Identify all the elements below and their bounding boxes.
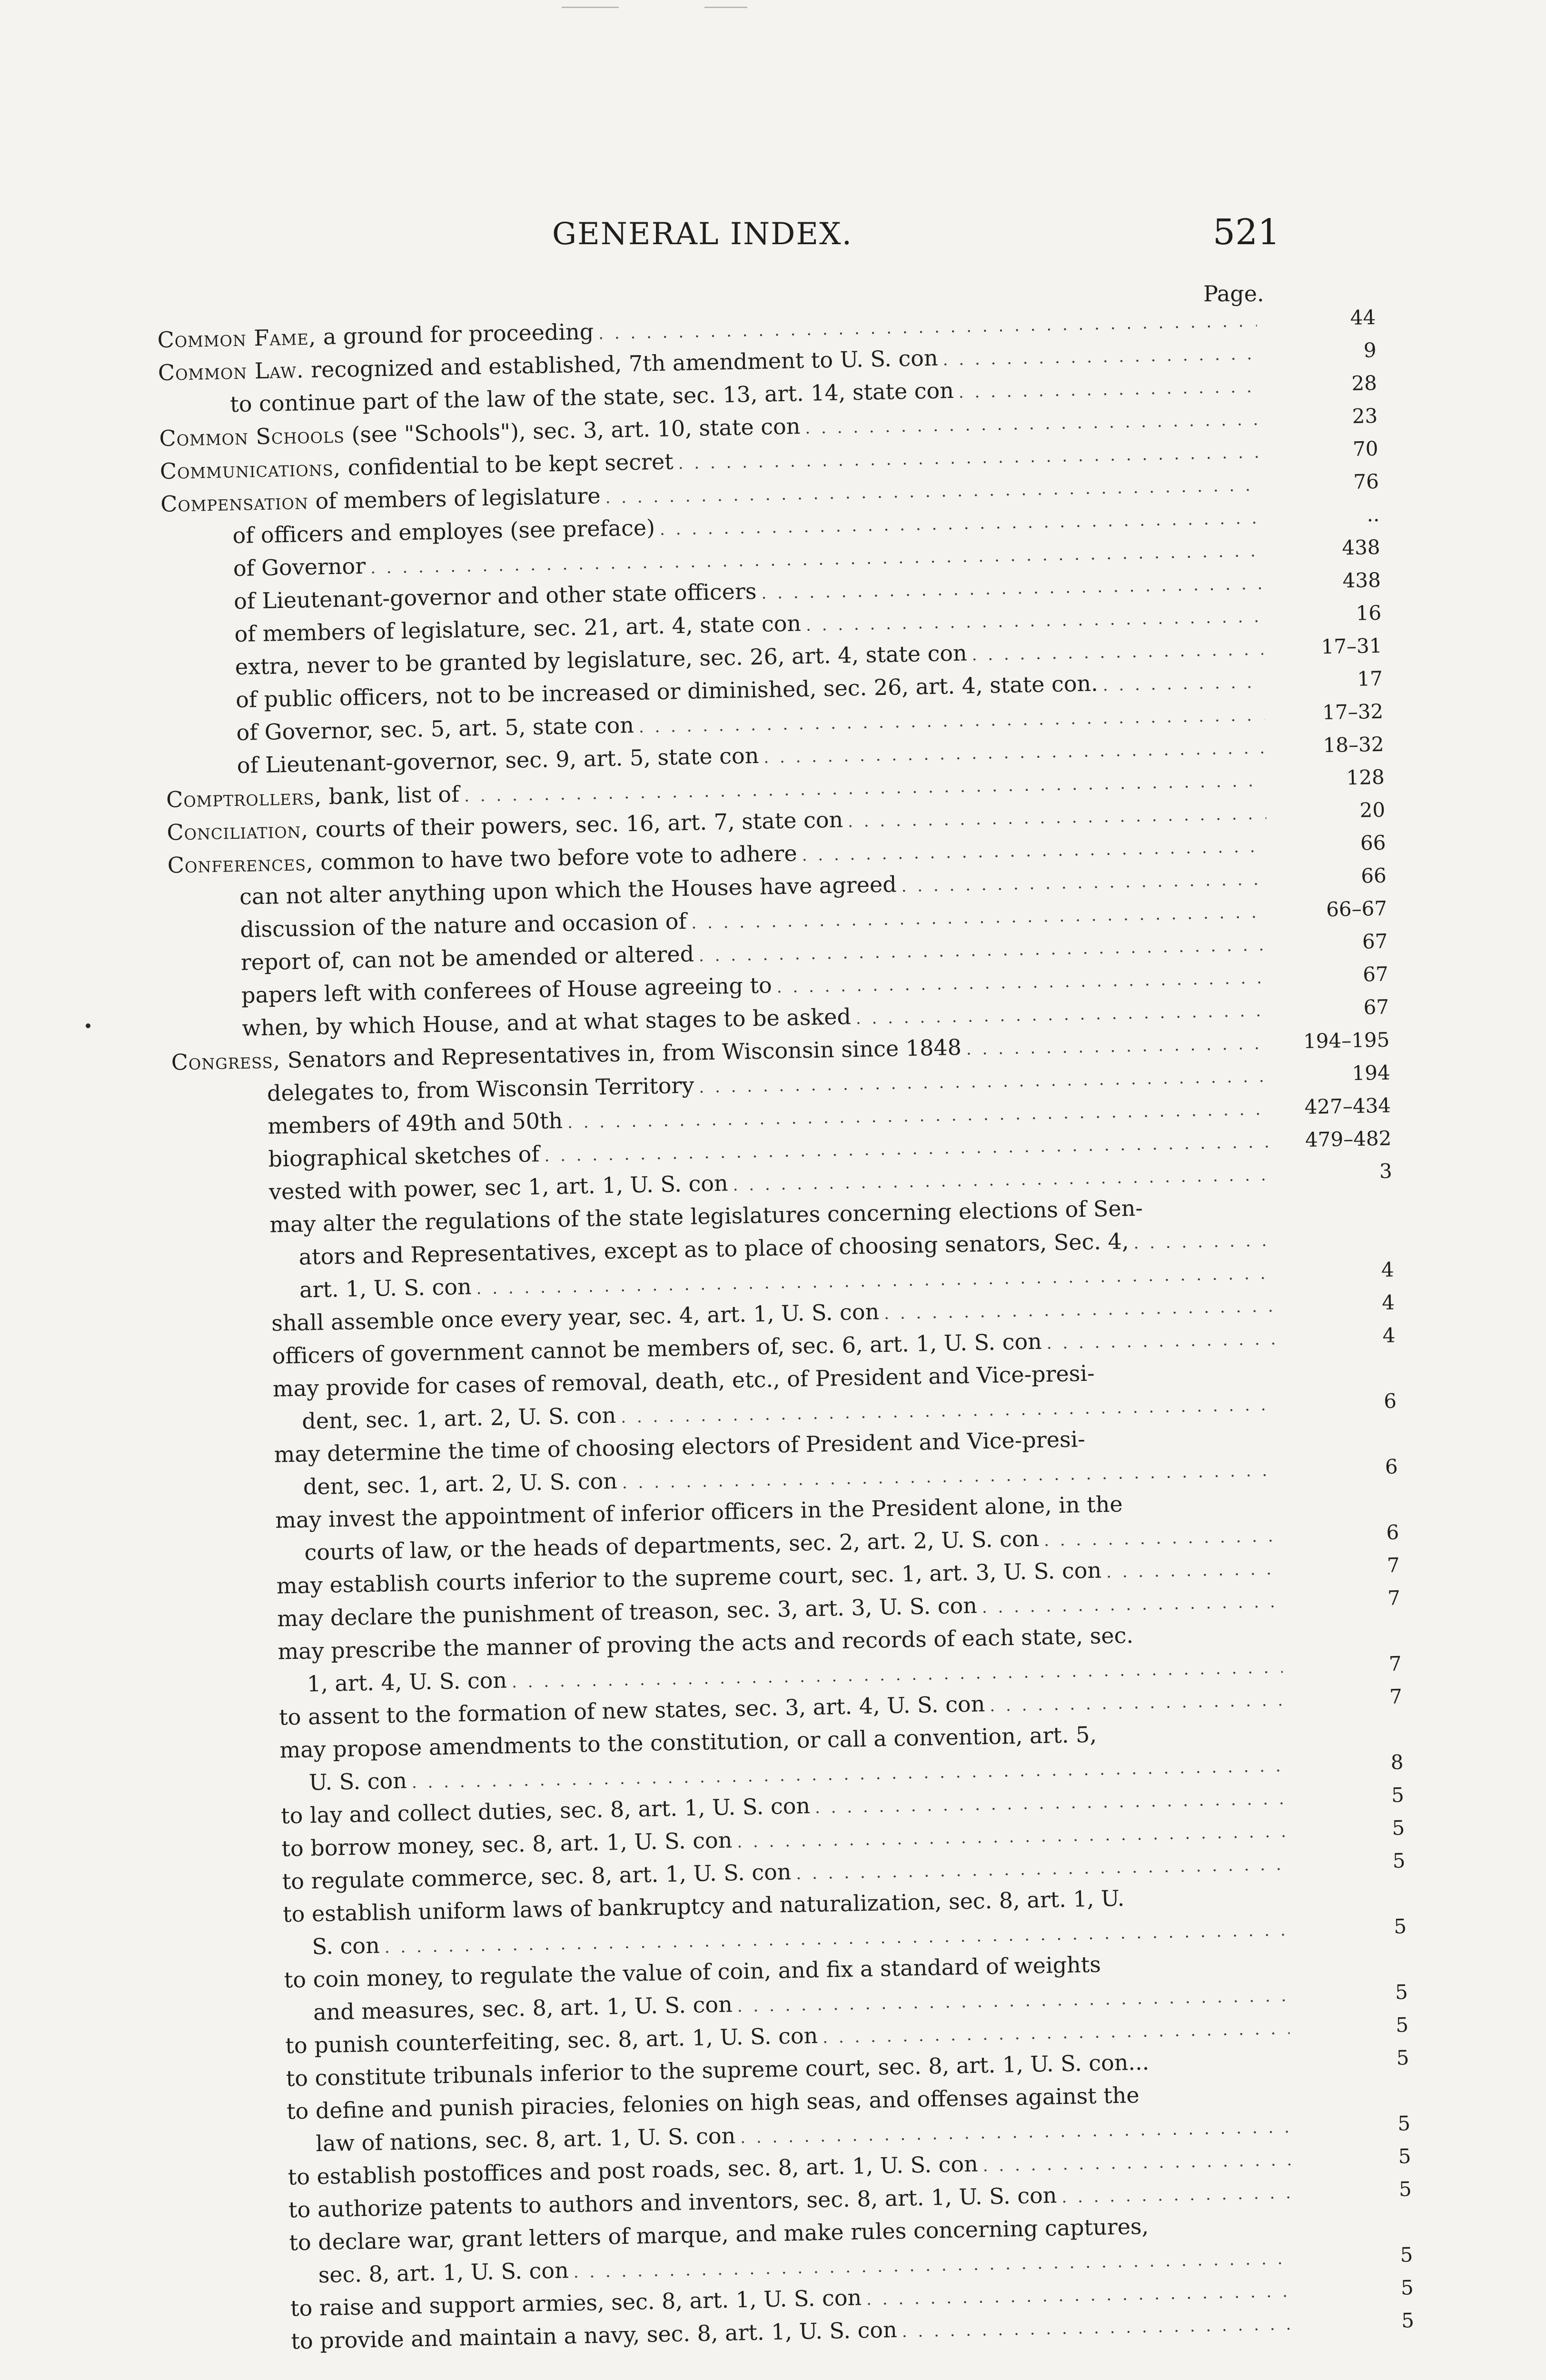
entry-heading: Compensation	[160, 488, 309, 517]
entry-page-ref: 16	[1356, 601, 1382, 625]
entry-page-ref: 438	[1341, 535, 1380, 560]
entry-text	[268, 1138, 540, 1176]
entry-description: vested with power, sec 1, art. 1, U. S. con	[268, 1170, 729, 1205]
entry-description: extra, never to be granted by legislature, sec. 26, art. 4, state con	[235, 640, 968, 680]
entry-description: of Lieutenant-governor and other state officers	[233, 578, 757, 615]
entry-description: to declare war, grant letters of marque, and make rules concerning captures,	[288, 2213, 1149, 2256]
entry-page-ref: 427–434	[1304, 1093, 1391, 1119]
entry-description: to assent to the formation of new states, sec. 3, art. 4, U. S. con	[278, 1691, 985, 1730]
entry-continuation: ators and Representatives, except as to place of choosing senators, Sec. 4,	[298, 1228, 1129, 1270]
entry-page-ref: 23	[1352, 404, 1378, 428]
page-number: 521	[1213, 212, 1280, 253]
entry-description: of members of legislature	[308, 483, 601, 514]
entry-page-ref: 7	[1388, 1652, 1402, 1676]
entry-text	[268, 1104, 563, 1143]
entry-page-ref: 20	[1359, 798, 1386, 822]
entry-continuation: dent, sec. 1, art. 2, U. S. con	[301, 1402, 616, 1434]
entry-description: members of 49th and 50th	[267, 1107, 563, 1139]
entry-page-ref: 6	[1386, 1520, 1399, 1544]
entry-description: bank, list of	[321, 781, 460, 810]
entry-description: to provide and maintain a navy, sec. 8, art. 1, U. S. con	[290, 2316, 898, 2354]
entry-description: to borrow money, sec. 8, art. 1, U. S. con	[281, 1827, 733, 1862]
entry-description: report of, can not be amended or altered	[240, 941, 694, 975]
entry-description: of Governor	[233, 553, 366, 582]
entry-page-ref: 28	[1351, 371, 1378, 395]
entry-heading: Congress,	[171, 1047, 281, 1075]
entry-description: Senators and Representatives in, from Wisconsin since 1848	[280, 1034, 962, 1073]
entry-text	[308, 1764, 407, 1799]
entry-page-ref: 9	[1363, 338, 1377, 362]
entry-page-ref: 5	[1391, 1816, 1405, 1840]
entry-description: can not alter anything upon which the Houses have agreed	[239, 871, 897, 910]
entry-description: to coin money, to regulate the value of coin, and fix a standard of weights	[284, 1951, 1101, 1993]
entry-description: to punish counterfeiting, sec. 8, art. 1, U. S. con	[285, 2023, 818, 2059]
entry-description: (see "Schools"), sec. 3, art. 10, state con	[344, 413, 801, 448]
entry-description: delegates to, from Wisconsin Territory	[267, 1072, 694, 1106]
entry-description: a ground for proceeding	[316, 318, 594, 350]
entry-description: may invest the appointment of inferior officers in the President alone, in the	[275, 1491, 1123, 1533]
entry-page-ref: 438	[1342, 568, 1381, 593]
entry-text	[318, 2254, 569, 2291]
entry-page-ref: ..	[1366, 502, 1380, 526]
entry-page-ref: 7	[1387, 1553, 1400, 1577]
entry-text	[307, 1664, 507, 1700]
entry-description: to regulate commerce, sec. 8, art. 1, U. S. con	[282, 1859, 792, 1894]
entry-text	[299, 1270, 472, 1307]
entry-page-ref: 194	[1352, 1061, 1391, 1085]
entry-page-ref: 5	[1395, 2013, 1409, 2037]
entry-page-ref: 5	[1398, 2177, 1412, 2201]
entry-page-ref: 5	[1398, 2144, 1411, 2168]
entry-description: of Lieutenant-governor, sec. 9, art. 5, state con	[237, 742, 759, 778]
entry-page-ref: 5	[1392, 1849, 1406, 1873]
entry-description: may provide for cases of removal, death, etc., of President and Vice-presi-	[272, 1360, 1095, 1402]
entry-continuation: and measures, sec. 8, art. 1, U. S. con	[313, 1991, 733, 2025]
entry-page-ref: 128	[1346, 765, 1385, 790]
entry-description: biographical sketches of	[268, 1140, 540, 1172]
entry-continuation: 1, art. 4, U. S. con	[307, 1667, 507, 1697]
entry-page-ref: 8	[1390, 1750, 1404, 1774]
entry-description: to raise and support armies, sec. 8, art. 1, U. S. con	[290, 2284, 862, 2321]
entry-page-ref: 194–195	[1303, 1028, 1390, 1053]
entry-description: may alter the regulations of the state legislatures concerning elections of Sen-	[269, 1195, 1143, 1238]
running-title: GENERAL INDEX.	[552, 217, 853, 252]
entry-description: to establish uniform laws of bankruptcy and naturalization, sec. 8, art. 1, U.	[282, 1885, 1125, 1927]
scan-artifact-line	[562, 7, 619, 8]
entry-description: art. 1, U. S. con	[299, 1273, 472, 1303]
entry-page-ref: 5	[1397, 2112, 1411, 2135]
entry-description: to continue part of the law of the state, sec. 13, art. 14, state con	[229, 377, 954, 417]
entry-description: may establish courts inferior to the supreme court, sec. 1, art. 3, U. S. con	[276, 1557, 1102, 1599]
entry-page-ref: 4	[1382, 1323, 1396, 1347]
dot-leader	[902, 2308, 1296, 2349]
entry-page-ref: 5	[1400, 2243, 1413, 2267]
entry-description: discussion of the nature and occasion of	[239, 908, 687, 942]
entry-description: to authorize patents to authors and inventors, sec. 8, art. 1, U. S. con	[288, 2182, 1057, 2223]
entry-page-ref: 6	[1385, 1455, 1398, 1478]
entry-description: recognized and established, 7th amendment to U. S. con	[304, 345, 939, 383]
entry-page-ref: 70	[1352, 436, 1378, 461]
entry-description: to lay and collect duties, sec. 8, art. 1, U. S. con	[280, 1793, 811, 1829]
entry-description: may declare the punishment of treason, sec. 3, art. 3, U. S. con	[277, 1592, 978, 1632]
entry-continuation: law of nations, sec. 8, art. 1, U. S. con	[315, 2122, 736, 2157]
entry-text	[233, 550, 366, 585]
entry-text	[166, 778, 460, 816]
entry-description: to define and punish piracies, felonies on high seas, and offenses against the	[286, 2082, 1140, 2124]
entry-page-ref: 17–31	[1321, 634, 1382, 659]
entry-page-ref: 76	[1353, 469, 1379, 494]
entry-page-ref: 18–32	[1323, 732, 1384, 757]
entry-heading: Communications,	[159, 455, 341, 484]
page-column-label: Page.	[1203, 281, 1264, 307]
entry-page-ref: 17–32	[1322, 699, 1384, 724]
entry-description: when, by which House, and at what stages to be asked	[241, 1003, 852, 1041]
entry-text	[303, 1465, 617, 1504]
dot-leader	[1133, 1224, 1275, 1260]
entry-description: confidential to be kept secret	[340, 448, 674, 481]
entry-text	[312, 1929, 380, 1964]
entry-page-ref: 5	[1396, 2046, 1409, 2070]
entry-text	[302, 1399, 616, 1438]
entry-description: of Governor, sec. 5, art. 5, state con	[236, 712, 634, 745]
entry-description: officers of government cannot be members of, sec. 6, art. 1, U. S. con	[272, 1328, 1042, 1369]
entry-description: papers left with conferees of House agreeing to	[241, 972, 773, 1008]
entry-heading: Common Fame,	[157, 324, 317, 353]
entry-continuation: U. S. con	[308, 1767, 407, 1795]
entry-page-ref: 5	[1395, 1980, 1408, 2004]
index-entries	[157, 300, 1415, 2354]
entry-page-ref: 66–67	[1326, 896, 1387, 922]
entry-page-ref: 4	[1381, 1258, 1395, 1281]
entry-page-ref: 66	[1360, 863, 1387, 888]
entry-heading: Comptrollers,	[166, 783, 322, 813]
entry-page-ref: 479–482	[1305, 1126, 1392, 1152]
entry-description: of public officers, not to be increased or diminished, sec. 26, art. 4, state con.	[235, 670, 1099, 713]
entry-page-ref: 67	[1363, 995, 1389, 1019]
entry-page-ref: 67	[1362, 929, 1388, 953]
entry-continuation: courts of law, or the heads of departments, sec. 2, art. 2, U. S. con	[304, 1525, 1040, 1566]
entry-page-ref: 5	[1400, 2276, 1414, 2300]
entry-continuation: S. con	[311, 1932, 380, 1960]
entry-description: of members of legislature, sec. 21, art. 4, state con	[234, 610, 802, 647]
entry-page-ref	[1279, 1243, 1394, 1246]
entry-description: to constitute tribunals inferior to the supreme court, sec. 8, art. 1, U. S. con...	[286, 2049, 1150, 2092]
entry-heading: Conciliation,	[167, 817, 309, 845]
entry-description: common to have two before vote to adhere	[313, 840, 798, 875]
entry-page-ref: 4	[1381, 1290, 1395, 1314]
entry-page-ref: 17	[1357, 666, 1383, 691]
entry-page-ref: 3	[1379, 1159, 1393, 1183]
entry-page-ref: 7	[1389, 1685, 1403, 1708]
entry-description: to establish postoffices and post roads, sec. 8, art. 1, U. S. con	[287, 2151, 979, 2190]
entry-description: shall assemble once every year, sec. 4, art. 1, U. S. con	[271, 1299, 880, 1336]
entry-page-ref: 7	[1387, 1586, 1401, 1610]
entry-page-ref: 44	[1350, 305, 1376, 329]
entry-page-ref: 5	[1393, 1914, 1407, 1938]
entry-page-ref: 66	[1360, 831, 1386, 855]
entry-description: courts of their powers, sec. 16, art. 7, state con	[308, 806, 843, 843]
entry-page-ref: 5	[1391, 1783, 1405, 1807]
entry-continuation: dent, sec. 1, art. 2, U. S. con	[303, 1468, 618, 1500]
entry-heading: Common Schools	[159, 422, 345, 451]
entry-description: may determine the time of choosing electors of President and Vice-presi-	[274, 1426, 1086, 1468]
entry-description: of officers and employes (see preface)	[232, 515, 655, 549]
entry-page-ref: 5	[1401, 2309, 1415, 2332]
margin-mark	[86, 1023, 90, 1028]
entry-description: may propose amendments to the constitution, or call a convention, art. 5,	[279, 1721, 1097, 1763]
entry-continuation: sec. 8, art. 1, U. S. con	[318, 2257, 569, 2288]
entry-heading: Common Law.	[158, 357, 305, 386]
entry-page-ref: 6	[1383, 1389, 1397, 1413]
page-header	[0, 212, 1546, 259]
scan-artifact-line	[704, 7, 747, 8]
entry-description: may prescribe the manner of proving the acts and records of each state, sec.	[277, 1622, 1134, 1665]
entry-heading: Conferences,	[167, 849, 314, 878]
entry-page-ref: 67	[1362, 962, 1389, 986]
